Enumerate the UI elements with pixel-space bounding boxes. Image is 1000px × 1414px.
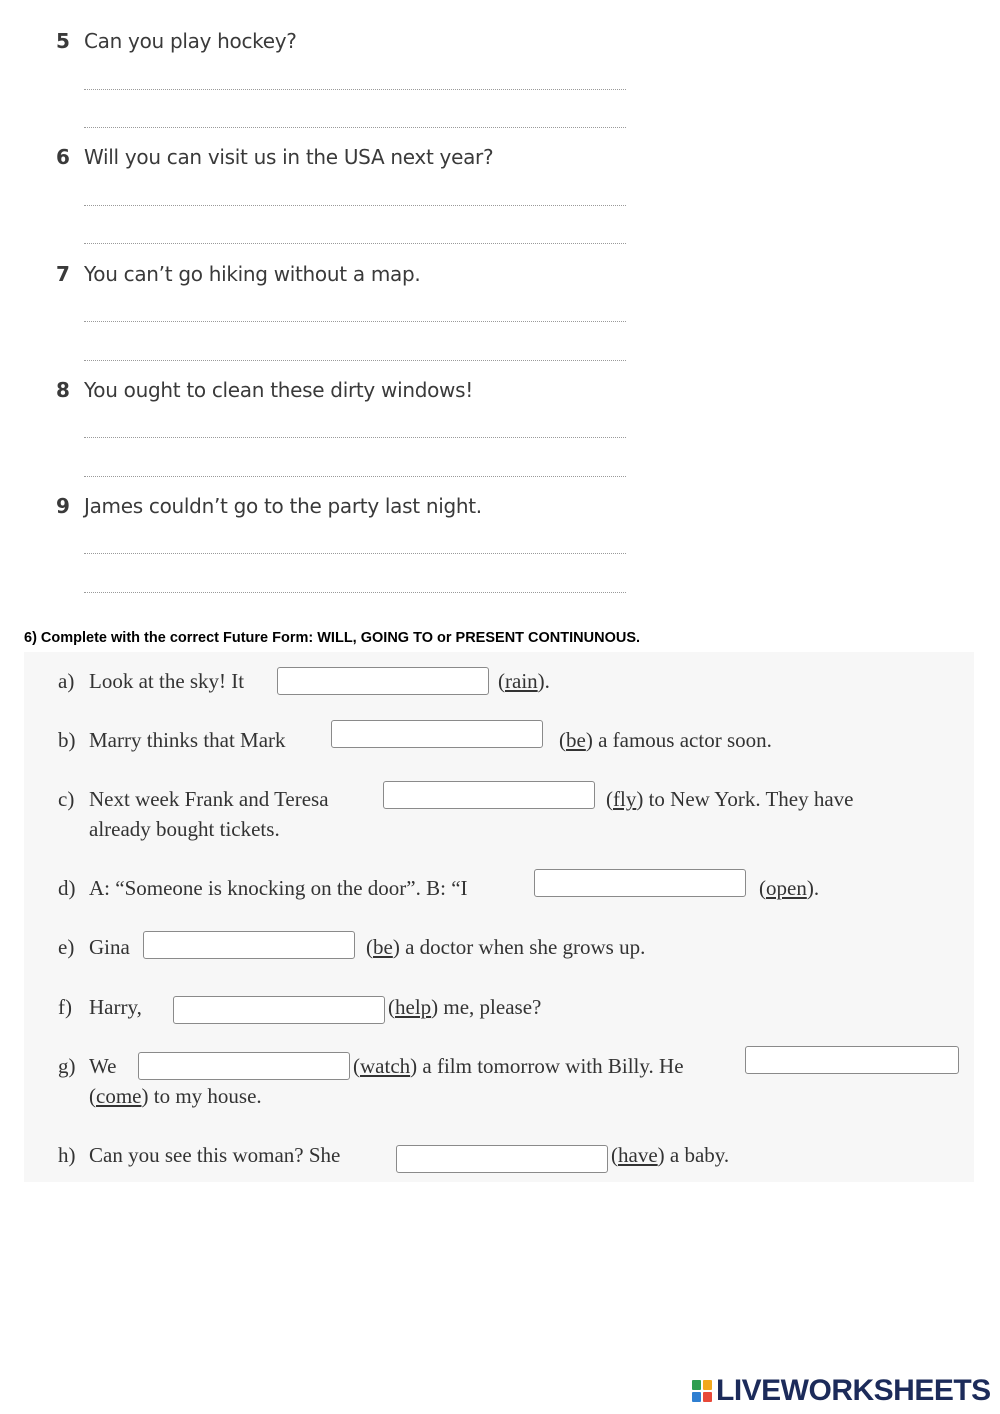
answer-line <box>84 127 626 128</box>
answer-line <box>84 243 626 244</box>
question-number: 7 <box>56 262 70 286</box>
question-text: Can you play hockey? <box>84 29 297 53</box>
question-6 <box>56 145 493 169</box>
answer-line <box>84 476 626 477</box>
question-text: You can’t go hiking without a map. <box>84 262 421 286</box>
question-9 <box>56 494 482 518</box>
answer-line <box>84 553 626 554</box>
item-c-line2: already bought tickets. <box>89 817 280 841</box>
section-heading: 6) Complete with the correct Future Form: WILL, GOING TO or PRESENT CONTINUNOUS. <box>24 630 641 646</box>
question-number: 5 <box>56 29 70 53</box>
liveworksheets-logo-icon <box>692 1380 712 1402</box>
answer-line <box>84 89 626 90</box>
question-7 <box>56 262 420 286</box>
answer-line <box>84 592 626 593</box>
item-a-verb: (rain). <box>498 669 550 693</box>
answer-input-f[interactable] <box>173 996 385 1024</box>
item-f: f) Harry, <box>58 995 142 1019</box>
question-text: You ought to clean these dirty windows! <box>84 378 473 402</box>
item-e: e) Gina <box>58 935 130 959</box>
question-number: 9 <box>56 494 70 518</box>
answer-input-d[interactable] <box>534 869 746 897</box>
item-f-verb: (help) me, please? <box>388 995 542 1019</box>
answer-line <box>84 437 626 438</box>
answer-line <box>84 321 626 322</box>
answer-input-a[interactable] <box>277 667 489 695</box>
item-b: b) Marry thinks that Mark <box>58 728 286 752</box>
liveworksheets-logo <box>692 1374 991 1408</box>
item-d: d) A: “Someone is knocking on the door”. B: “I <box>58 876 468 900</box>
item-c: c) Next week Frank and Teresa <box>58 787 329 811</box>
answer-input-b[interactable] <box>331 720 543 748</box>
item-h: h) Can you see this woman? She <box>58 1143 341 1167</box>
item-h-verb: (have) a baby. <box>611 1143 730 1167</box>
answer-input-g1[interactable] <box>138 1052 350 1080</box>
answer-input-e[interactable] <box>143 931 355 959</box>
question-number: 6 <box>56 145 70 169</box>
logo-text: LIVEWORKSHEETS <box>716 1374 991 1407</box>
answer-input-g2[interactable] <box>745 1046 959 1074</box>
question-8 <box>56 378 473 402</box>
question-text: James couldn’t go to the party last night. <box>84 494 482 518</box>
answer-line <box>84 360 626 361</box>
answer-line <box>84 205 626 206</box>
question-5 <box>56 29 297 53</box>
question-text: Will you can visit us in the USA next year? <box>84 145 494 169</box>
item-c-verb: (fly) to New York. They have <box>606 787 854 811</box>
item-b-verb: (be) a famous actor soon. <box>559 728 772 752</box>
item-g-line2: (come) to my house. <box>89 1084 262 1108</box>
item-a: a) Look at the sky! It <box>58 669 245 693</box>
question-number: 8 <box>56 378 70 402</box>
item-g-verb: (watch) a film tomorrow with Billy. He <box>353 1054 684 1078</box>
item-g: g) We <box>58 1054 117 1078</box>
item-d-verb: (open). <box>759 876 820 900</box>
item-e-verb: (be) a doctor when she grows up. <box>366 935 646 959</box>
answer-input-h[interactable] <box>396 1145 608 1173</box>
answer-input-c[interactable] <box>383 781 595 809</box>
